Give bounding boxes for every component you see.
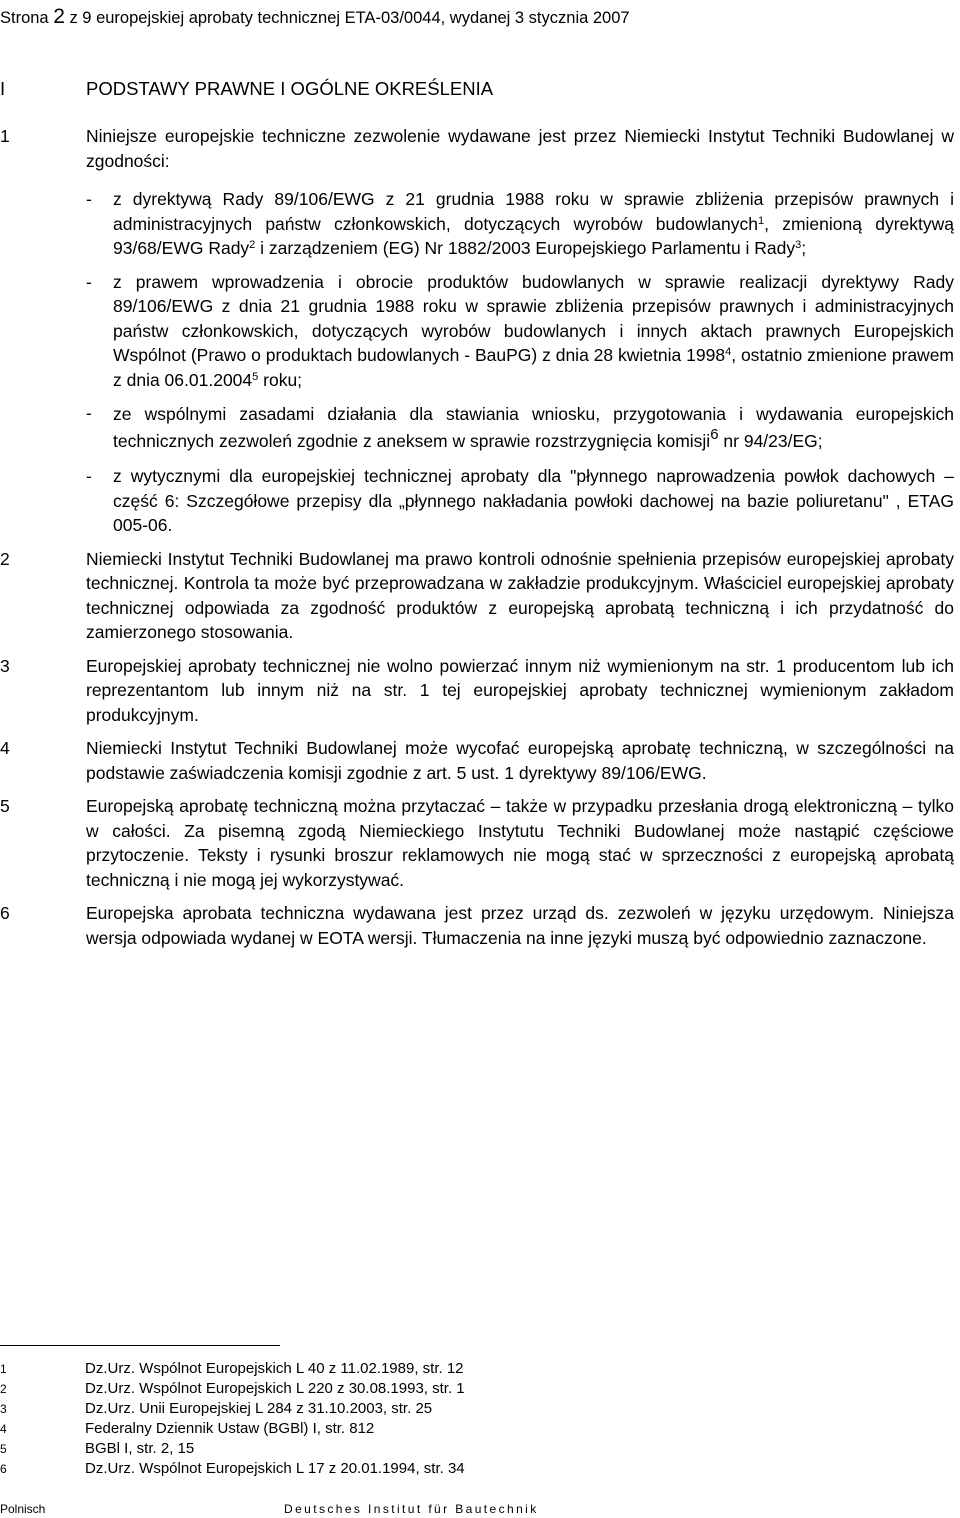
document-body [0, 124, 960, 950]
paragraph-6 [0, 901, 960, 950]
footnote-ref: 5 [252, 370, 259, 383]
bullet-text-part: z dyrektywą Rady 89/106/EWG z 21 grudnia 1988 roku w sprawie zbliżenia przepisów prawnych i administracyjnych państw członkowskich, dotyczących wyrobów budowlanych [113, 189, 954, 234]
paragraph-text: Europejskiej aprobaty technicznej nie wolno powierzać innym niż wymienionym na str. 1 producentom lub ich reprezentantom lub innym niż na str. 1 tej europejskiej aprobaty technicznej wymienionym zakładom produkcyjnym. [86, 655, 954, 725]
paragraph-text: Niemiecki Instytut Techniki Budowlanej ma prawo kontroli odnośnie spełnienia przepisów europejskiej aprobaty technicznej. Kontrola ta może być przeprowadzana w zakładzie produkcyjnym. Właściciel europejskiej aprobaty technicznej odpowiada za zgodność produktów z europejską aprobatą techniczną i ich przydatność do zamierzonego stosowania. [86, 548, 954, 642]
footnote-separator [0, 1345, 280, 1346]
header-page-number: 2 [53, 5, 65, 28]
footer-language: Polnisch [0, 1502, 46, 1516]
paragraph-number: 3 [0, 655, 10, 676]
footnotes [0, 1359, 960, 1479]
header-prefix: Strona [0, 9, 54, 27]
bullet-text-part: roku; [258, 369, 303, 390]
bullet-text-part: i zarządzeniem (EG) Nr 1882/2003 Europejskiego Parlamentu i Rady [255, 238, 796, 258]
bullet-text [113, 401, 954, 455]
footnote-ref: 1 [757, 214, 765, 227]
footnote-text: Federalny Dziennik Ustaw (BGBl) I, str. 812 [85, 1420, 375, 1437]
bullet-item [0, 270, 960, 393]
bullet-text: z wytycznymi dla europejskiej technicznej aprobaty dla "płynnego naprowadzenia powłok dachowych – część 6: Szczegółowe przepisy dla „płynnego nakładania powłoki dachowej na bazie poliuretanu" , ETAG 005-06. [113, 466, 954, 535]
paragraph-text: Europejska aprobata techniczna wydawana jest przez urząd ds. zezwoleń w języku urzędowym. Niniejsza wersja odpowiada wydanej w EOTA wersji. Tłumaczenia na inne języki muszą być odpowiednio zaznaczone. [86, 903, 954, 948]
footnote-text: Dz.Urz. Wspólnot Europejskich L 220 z 30.08.1993, str. 1 [85, 1380, 465, 1397]
footnote-text: Dz.Urz. Unii Europejskiej L 284 z 31.10.2003, str. 25 [85, 1400, 433, 1417]
section-number: I [0, 78, 6, 99]
footnote-ref: 2 [249, 239, 256, 251]
paragraph-number: 5 [0, 796, 10, 816]
page-header [0, 6, 960, 29]
footnote-number: 6 [0, 1462, 7, 1476]
paragraph-5 [0, 794, 960, 892]
footnote-text: Dz.Urz. Wspólnot Europejskich L 17 z 20.01.1994, str. 34 [85, 1460, 465, 1477]
footnote-number: 4 [0, 1422, 7, 1436]
bullet-text-part: ; [801, 238, 807, 258]
footnote [0, 1359, 960, 1379]
footnote-number: 2 [0, 1382, 7, 1396]
footnote-number: 5 [0, 1442, 7, 1456]
paragraph-4 [0, 736, 960, 785]
section-title: PODSTAWY PRAWNE I OGÓLNE OKREŚLENIA [86, 78, 494, 99]
footer-institute: Deutsches Institut für Bautechnik [284, 1502, 539, 1516]
footnote-text: BGBl I, str. 2, 15 [85, 1440, 195, 1457]
footnote [0, 1439, 960, 1459]
footnote [0, 1459, 960, 1479]
footnote-text: Dz.Urz. Wspólnot Europejskich L 40 z 11.02.1989, str. 12 [85, 1360, 464, 1377]
paragraph-1 [0, 124, 960, 173]
paragraph-number: 4 [0, 738, 10, 758]
bullet-text-part: nr 94/23/EG; [718, 431, 823, 451]
bullet-text-part: z prawem wprowadzenia i obrocie produktów budowlanych w sprawie realizacji dyrektywy Rady 89/106/EWG z dnia 21 grudnia 1988 roku w sprawie zbliżenia przepisów prawnych i administracyjnych państw członkowskich, dotyczących wyrobów budowlanych i innych aktach prawnych Europejskich Wspólnot (Prawo o produktach budowlanych - BauPG) z dnia 28 kwietnia 1998 [113, 271, 954, 365]
footnote-number: 3 [0, 1402, 7, 1416]
paragraph-number: 1 [0, 126, 10, 146]
bullet-item [0, 401, 960, 455]
footnote [0, 1399, 960, 1419]
bullet-item [0, 187, 960, 261]
footnote-ref: 6 [710, 426, 719, 443]
bullet-dash: - [86, 466, 92, 486]
header-suffix: z 9 europejskiej aprobaty technicznej ETA-03/0044, wydanej 3 stycznia 2007 [64, 9, 630, 27]
footnote [0, 1419, 960, 1439]
paragraph-text: Niemiecki Instytut Techniki Budowlanej może wycofać europejską aprobatę techniczną, w szczególności na podstawie zaświadczenia komisji zgodnie z art. 5 ust. 1 dyrektywy 89/106/EWG. [86, 738, 954, 783]
bullet-dash: - [86, 189, 92, 209]
paragraph-number: 2 [0, 548, 10, 569]
bullet-dash: - [86, 403, 92, 423]
paragraph-text: Europejską aprobatę techniczną można przytaczać – także w przypadku przesłania drogą elektroniczną – tylko w całości. Za pisemną zgodą Niemieckiego Instytutu Techniki Budowlanej może nastąpić częściowe przytoczenie. Teksty i rysunki broszur reklamowych nie mogą stać w sprzeczności z europejską aprobatą techniczną i nie mogą jej wykorzystywać. [86, 796, 954, 890]
bullet-item [0, 464, 960, 538]
footnote-number: 1 [0, 1362, 7, 1376]
bullet-text-part: , zmienioną dyrektywą 93/68/EWG Rady [113, 213, 954, 258]
bullet-text-part: , ostatnio zmienione prawem z dnia 06.01.2004 [113, 345, 955, 390]
bullet-text [113, 270, 954, 393]
bullet-text [113, 187, 954, 261]
paragraph-text: Niniejsze europejskie techniczne zezwolenie wydawane jest przez Niemiecki Instytut Techniki Budowlanej w zgodności: [86, 126, 954, 171]
bullet-dash: - [86, 271, 92, 292]
paragraph-number: 6 [0, 903, 10, 923]
bullet-text-part: ze wspólnymi zasadami działania dla stawiania wniosku, przygotowania i wydawania europejskich technicznych zezwoleń zgodnie z aneksem w sprawie rozstrzygnięcia komisji [113, 404, 954, 451]
footnote-ref: 4 [725, 346, 732, 358]
footnote-ref: 3 [795, 239, 802, 251]
paragraph-2 [0, 547, 960, 645]
footnote [0, 1379, 960, 1399]
paragraph-3 [0, 654, 960, 728]
